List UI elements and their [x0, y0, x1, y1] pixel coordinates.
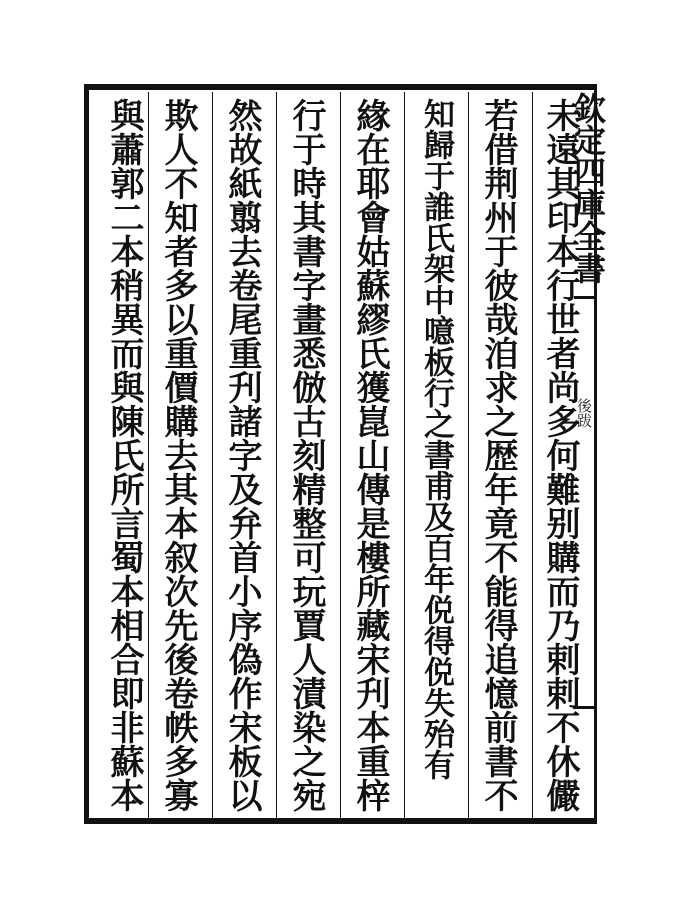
bottom-border: [84, 818, 596, 824]
text-column-5: 行于時其書字畫悉倣古刻精整可玩賈人漬染之宛: [286, 98, 326, 812]
left-border: [84, 84, 89, 824]
text-column-2: 若借荆州于彼哉洎求之歴年竟不能得追憶前書不: [478, 98, 518, 812]
column-divider: [468, 92, 469, 818]
column-divider: [276, 92, 277, 818]
text-column-1: 未遠其印本行世者尚多何難别購而乃剌剌不休儼: [540, 98, 580, 812]
text-column-3: 知歸于誰氏架中噫板行之書甫及百年侻得侻失殆有: [418, 98, 454, 780]
column-divider: [404, 92, 405, 818]
top-border: [84, 84, 596, 90]
book-title: 欽定四庫全書: [569, 92, 607, 284]
text-column-6: 然故紙翦去卷尾重刋諸字及弁首小序偽作宋板以: [222, 98, 262, 812]
column-divider: [148, 92, 149, 818]
column-divider: [212, 92, 213, 818]
text-column-4: 緣在耶會姑蘇繆氏獲崑山傳是樓所藏宋刋本重梓: [350, 98, 390, 812]
text-column-7: 欺人不知者多以重價購去其本叙次先後卷帙多寡: [158, 98, 198, 812]
column-divider: [340, 92, 341, 818]
text-column-8: 與蕭郭二本稍異而與陳氏所言蜀本相合即非蘇本: [104, 98, 144, 812]
section-label: 後跋: [575, 398, 593, 428]
